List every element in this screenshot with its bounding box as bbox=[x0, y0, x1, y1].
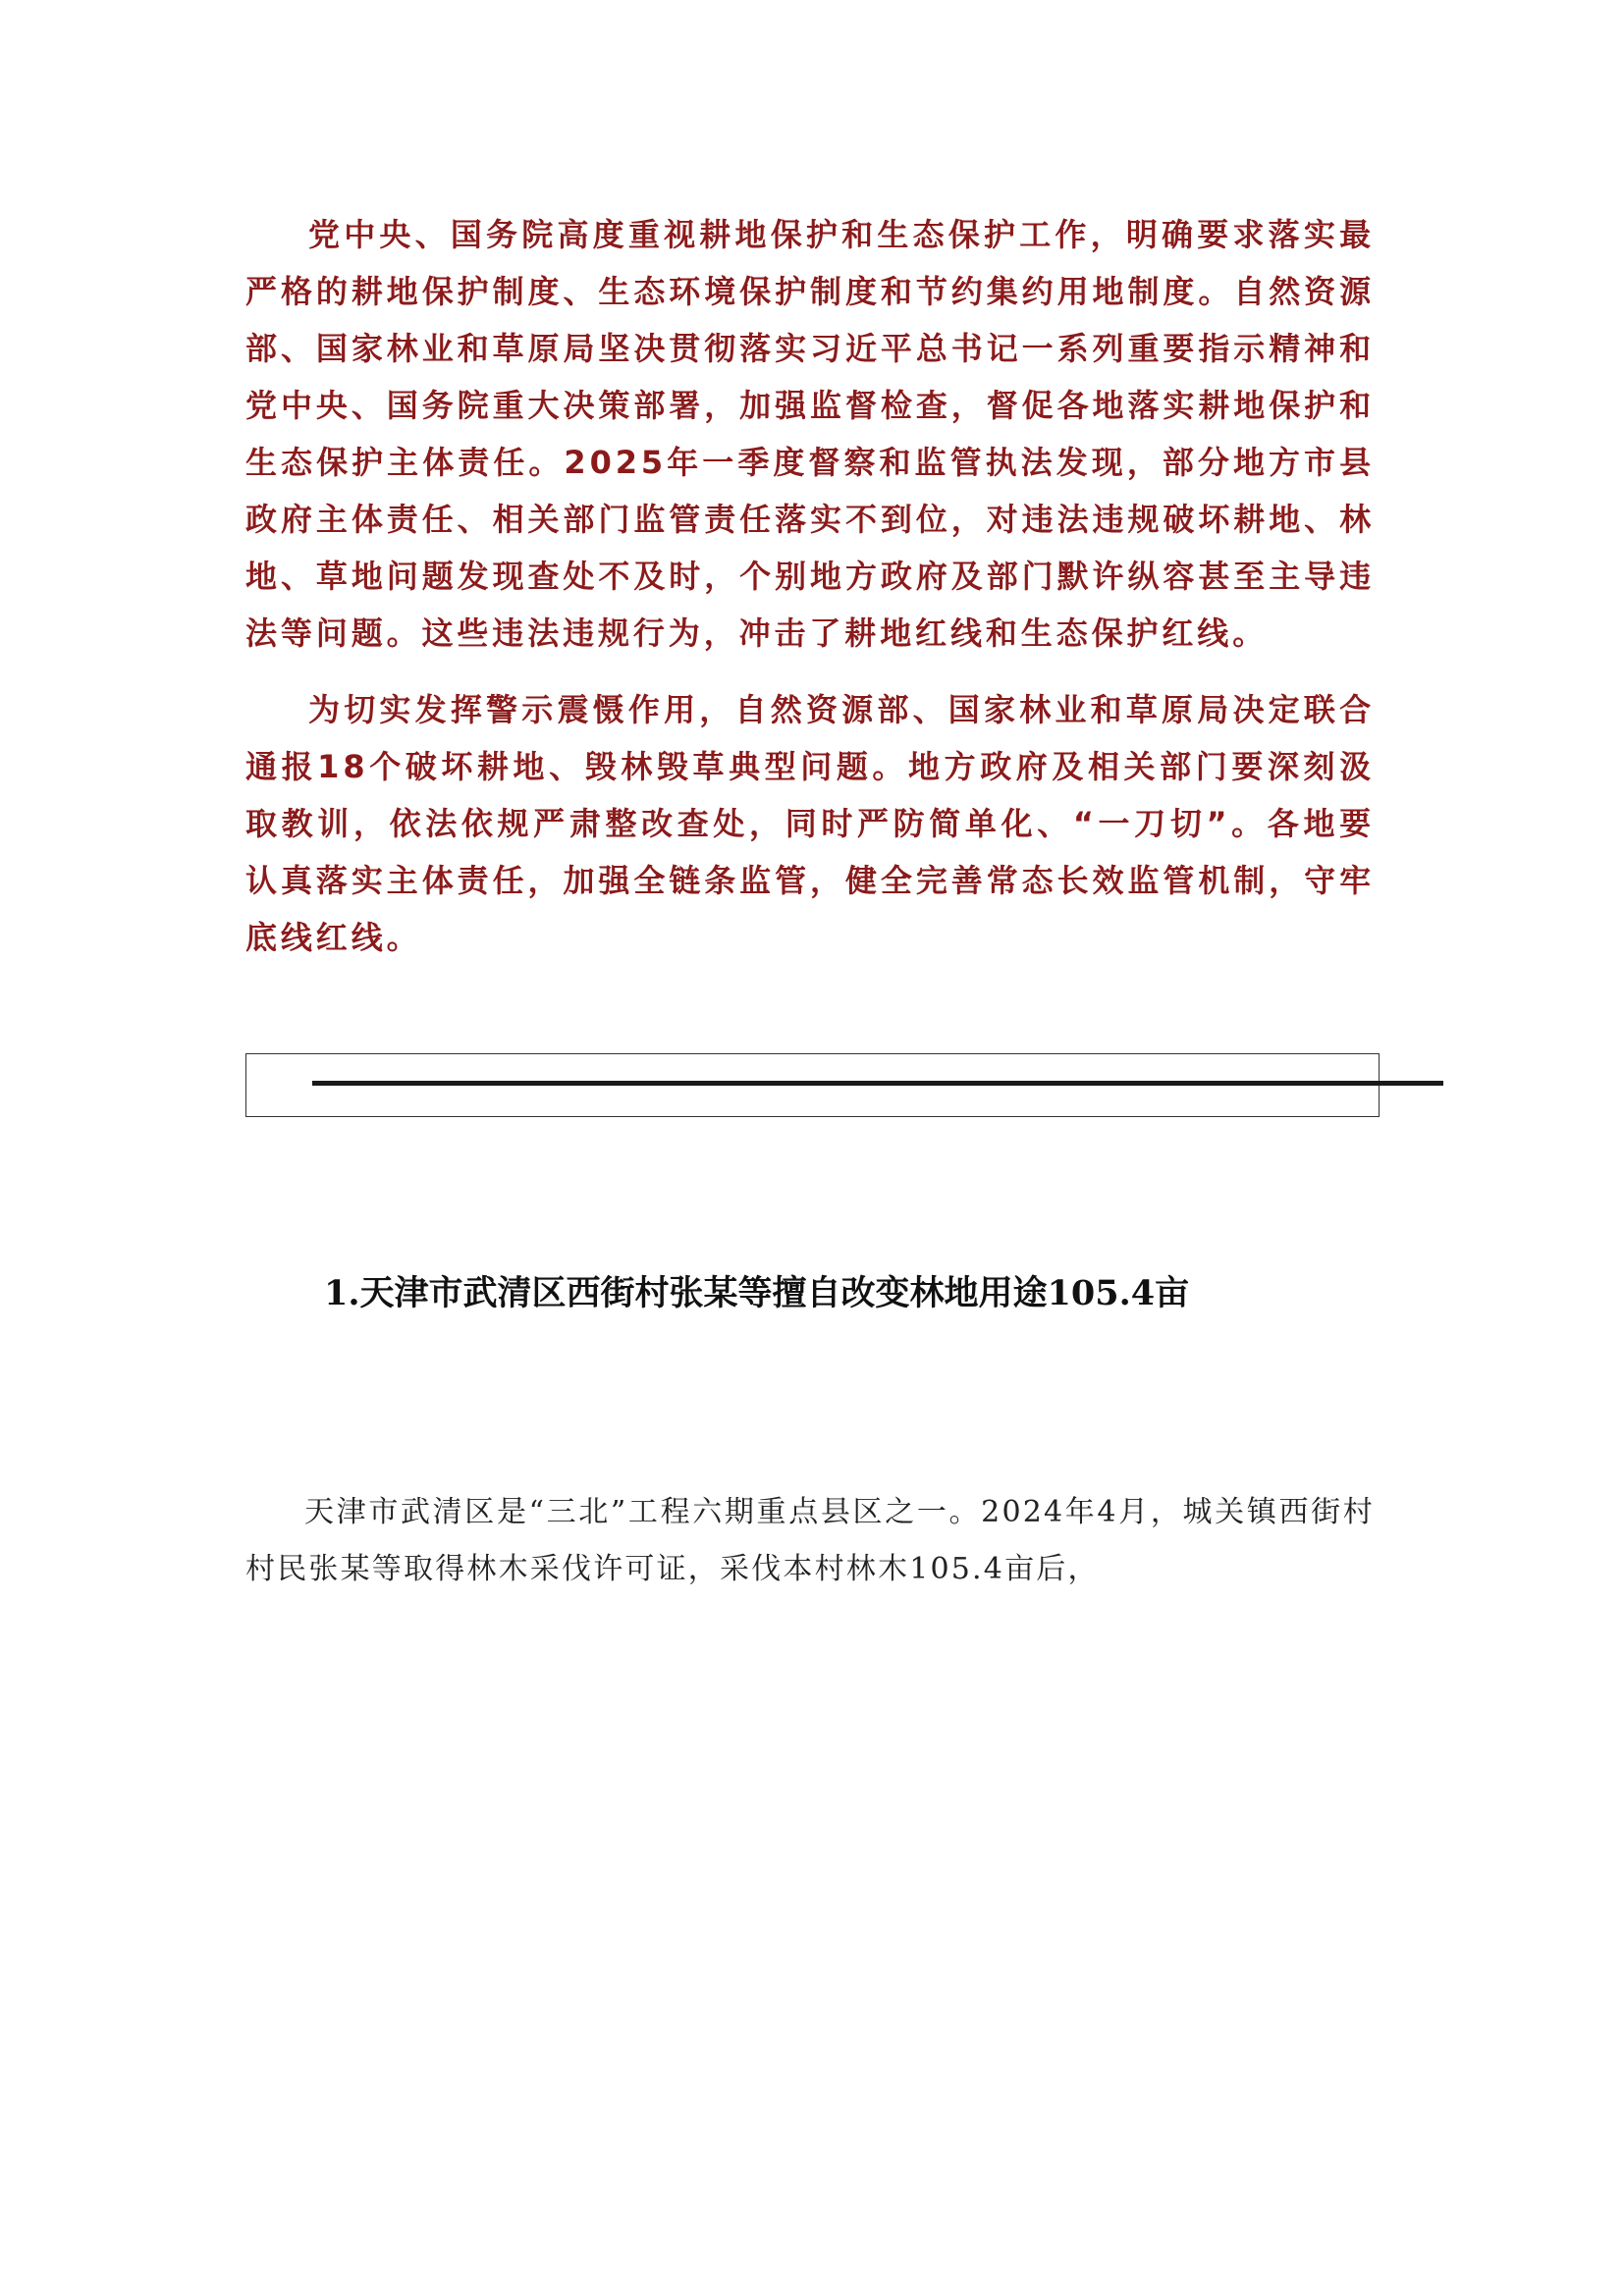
section-paragraph: 天津市武清区是“三北”工程六期重点县区之一。2024年4月，城关镇西街村村民张某等取得林木采伐许可证，采伐本村林木105.4亩后， bbox=[245, 1495, 1375, 1586]
divider-rule bbox=[312, 1081, 1443, 1086]
section-body bbox=[245, 1484, 1375, 1598]
section-title: 1.天津市武清区西街村张某等擅自改变林地用途105.4亩 bbox=[324, 1273, 1190, 1313]
intro-paragraph-2: 为切实发挥警示震慑作用，自然资源部、国家林业和草原局决定联合通报18个破坏耕地、毁林毁草典型问题。地方政府及相关部门要深刻汲取教训，依法依规严肃整改查处，同时严防简单化、“一刀切”。各地要认真落实主体责任，加强全链条监管，健全完善常态长效监管机制，守牢底线红线。 bbox=[245, 691, 1375, 956]
intro-block bbox=[245, 206, 1375, 966]
intro-paragraph-1: 党中央、国务院高度重视耕地保护和生态保护工作，明确要求落实最严格的耕地保护制度、生态环境保护制度和节约集约用地制度。自然资源部、国家林业和草原局坚决贯彻落实习近平总书记一系列重要指示精神和党中央、国务院重大决策部署，加强监督检查，督促各地落实耕地保护和生态保护主体责任。2025年一季度督察和监管执法发现，部分地方市县政府主体责任、相关部门监管责任落实不到位，对违法违规破坏耕地、林地、草地问题发现查处不及时，个别地方政府及部门默许纵容甚至主导违法等问题。这些违法违规行为，冲击了耕地红线和生态保护红线。 bbox=[245, 216, 1375, 652]
